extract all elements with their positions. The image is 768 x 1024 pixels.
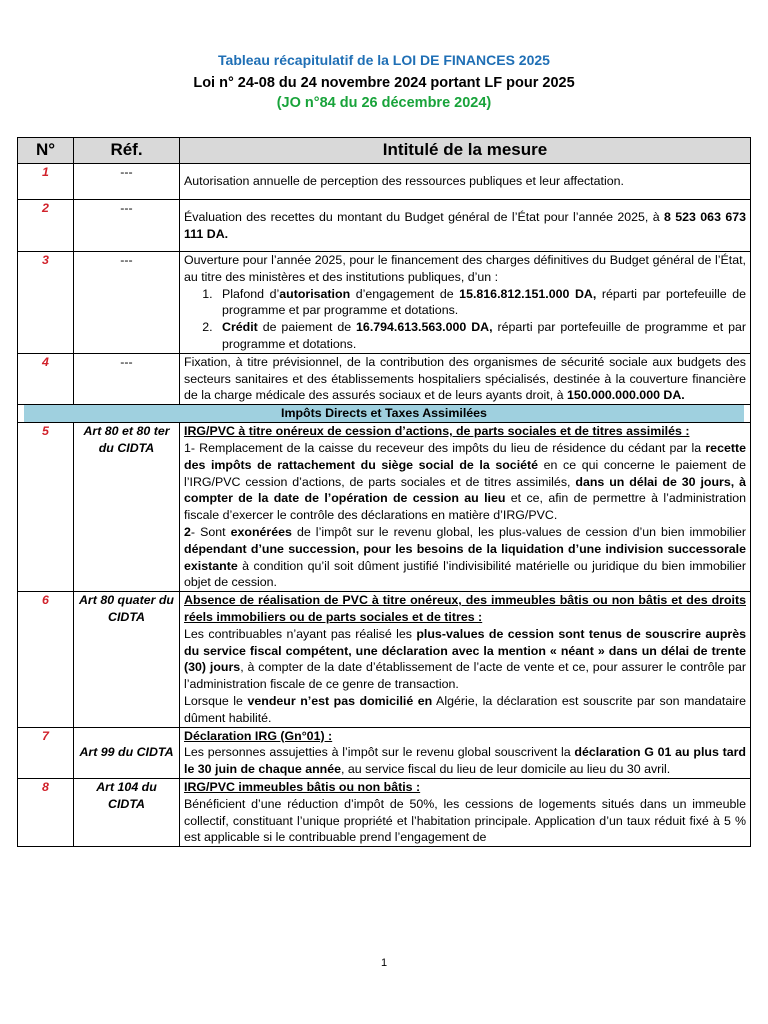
journal-reference: (JO n°84 du 26 décembre 2024) <box>276 95 492 111</box>
emphasis-text: dépendant d’une succession, pour les besoins de la liquidation d’une indivision successorale existante <box>184 541 746 573</box>
col-header-title: Intitulé de la mesure <box>180 138 751 164</box>
row-number: 8 <box>18 778 74 846</box>
row-amount: 150.000.000.000 DA. <box>566 388 685 403</box>
row-paragraph <box>184 744 746 778</box>
table-row <box>18 200 751 252</box>
row-description <box>180 778 751 846</box>
row-paragraph <box>184 693 746 727</box>
table-row <box>18 353 751 404</box>
emphasis-text: plus-values de cession sont tenus de souscrire auprès du service fiscal compétent, une déclaration avec la mention « néant » dans un délai de trente (30) jours <box>184 626 746 675</box>
row-ref: Art 80 et 80 ter du CIDTA <box>74 423 180 592</box>
table-row <box>18 423 751 592</box>
emphasis-text: vendeur n’est pas domicilié en <box>247 693 433 708</box>
document-title: Tableau récapitulatif de la LOI DE FINANCES 2025 <box>218 52 550 68</box>
body-text: 1- Remplacement de la caisse du receveur des impôts du lieu de résidence du cédant par la <box>184 440 706 455</box>
law-reference: Loi n° 24-08 du 24 novembre 2024 portant LF pour 2025 <box>193 75 575 91</box>
row-ref: --- <box>74 252 180 354</box>
emphasis-text: déclaration G 01 au plus tard le 30 juin de chaque année <box>184 745 746 777</box>
row-number: 1 <box>18 164 74 200</box>
row-heading: IRG/PVC à titre onéreux de cession d’actions, de parts sociales et de titres assimilés : <box>184 424 690 439</box>
body-text: Les contribuables n’ayant pas réalisé les <box>184 626 417 641</box>
row-number: 6 <box>18 592 74 727</box>
row-description: Fixation, à titre prévisionnel, de la contribution des organismes de sécurité sociale aux budgets des secteurs sanitaires et des établissements hospitaliers spécialisés, destinée à la couverture financière de la charge médicale des assurés sociaux et de leurs ayants droit, à 150.000.000.000 DA. <box>180 353 751 404</box>
col-header-number: N° <box>18 138 74 164</box>
table-row <box>18 727 751 778</box>
body-text: Bénéficient d’une réduction d’impôt de 50%, les cessions de logements situés dans un immeuble collectif, constituant l’unique propriété et l’habitation principale. Application d’un taux réduit fixé à 5 % est applicable si le contribuable prend l’engagement de <box>184 796 746 845</box>
body-text: et ce, afin de permettre à l’administration fiscale d’exercer le contrôle des déclarations en matière d’IRG/PVC. <box>184 491 746 523</box>
row-paragraph <box>184 524 746 591</box>
row-heading: IRG/PVC immeubles bâtis ou non bâtis : <box>184 779 421 794</box>
row-ref: Art 80 quater du CIDTA <box>74 592 180 727</box>
col-header-ref: Réf. <box>74 138 180 164</box>
row-ref: Art 104 du CIDTA <box>74 778 180 846</box>
table-row <box>18 592 751 727</box>
row-number: 7 <box>18 727 74 778</box>
table-header-row <box>18 138 751 164</box>
row-paragraph <box>184 440 746 524</box>
section-title: Impôts Directs et Taxes Assimilées <box>24 405 744 422</box>
row-description <box>180 252 751 354</box>
body-text: à condition qu’il soit dûment justifié l’indivisibilité matérielle ou juridique du bien immobilier objet de cession. <box>184 558 746 590</box>
body-text: Les personnes assujetties à l’impôt sur le revenu global souscrivent la <box>184 745 575 760</box>
page-number: 1 <box>380 957 388 969</box>
list-item: 1. Plafond d’autorisation d’engagement de 15.816.812.151.000 DA, réparti par portefeuille de programme et par programme et dotations. <box>216 286 746 320</box>
row-ref: --- <box>74 353 180 404</box>
row-heading: Absence de réalisation de PVC à titre onéreux, des immeubles bâtis ou non bâtis et des droits réels immobiliers ou de parts sociales et de titres : <box>184 593 746 624</box>
table-row <box>18 164 751 200</box>
row-paragraph <box>184 626 746 693</box>
row-description <box>180 727 751 778</box>
row-description: Autorisation annuelle de perception des ressources publiques et leur affectation. <box>180 164 751 200</box>
row-description <box>180 200 751 252</box>
emphasis-text: exonérées <box>230 524 292 539</box>
measures-table <box>17 137 751 847</box>
emphasis-text: 2 <box>184 524 191 539</box>
body-text: Lorsque le <box>184 693 248 708</box>
row-description <box>180 592 751 727</box>
row-number: 3 <box>18 252 74 354</box>
body-text: de l’impôt sur le revenu global, les plus-values de cession d’un bien immobilier <box>291 524 746 539</box>
section-row <box>18 405 751 423</box>
row-text: Évaluation des recettes du montant du Budget général de l’État pour l’année 2025, à <box>184 209 664 224</box>
table-row <box>18 778 751 846</box>
body-text: , à compter de la date d’établissement de l’acte de vente et ce, pour assurer le contrôle par l’administration fiscale de ce genre de transaction. <box>184 660 746 692</box>
row-number: 5 <box>18 423 74 592</box>
amount-list <box>184 286 746 353</box>
row-description <box>180 423 751 592</box>
row-ref: --- <box>74 164 180 200</box>
body-text: , au service fiscal du lieu de leur domicile au lieu du 30 avril. <box>341 762 671 777</box>
body-text: Algérie, la déclaration est souscrite par son mandataire dûment habilité. <box>184 693 746 725</box>
emphasis-text: dans un délai de 30 jours, à compter de la date de l’opération de cession au lieu <box>184 474 746 506</box>
body-text: en ce qui concerne le paiement de l’IRG/PVC cession d’actions, de parts sociales et de titres assimilés, <box>184 457 746 489</box>
row-number: 4 <box>18 353 74 404</box>
body-text: - Sont <box>190 524 231 539</box>
row-heading: Déclaration IRG (Gn°01) : <box>184 728 333 743</box>
emphasis-text: recette des impôts de rattachement du siège social de la société <box>184 440 746 472</box>
row-number: 2 <box>18 200 74 252</box>
row-ref: Art 99 du CIDTA <box>74 727 180 778</box>
row-paragraph <box>184 796 746 846</box>
list-item: 2. Crédit de paiement de 16.794.613.563.000 DA, réparti par portefeuille de programme et par programme et dotations. <box>216 319 746 353</box>
table-row <box>18 252 751 354</box>
row-intro: Ouverture pour l’année 2025, pour le financement des charges définitives du Budget général de l’État, au titre des ministères et des institutions publiques, d’un : <box>184 253 746 284</box>
row-amount: 8 523 063 673 111 DA. <box>184 209 746 241</box>
row-ref: --- <box>74 200 180 252</box>
